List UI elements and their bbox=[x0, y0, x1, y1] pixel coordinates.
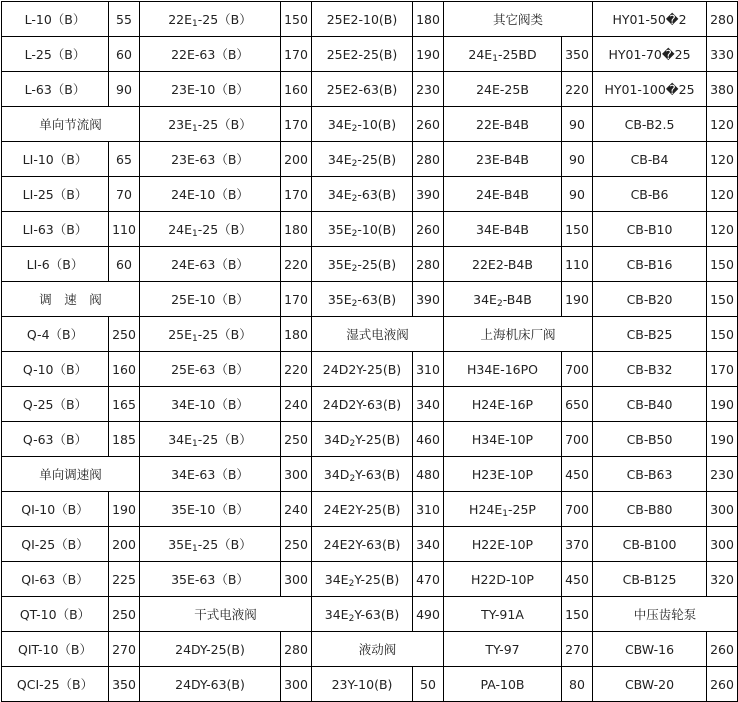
model-cell: 35E-63（B） bbox=[140, 562, 281, 597]
price-cell: 220 bbox=[281, 247, 312, 282]
category-header-cell: 干式电液阀 bbox=[140, 597, 312, 632]
price-cell: 65 bbox=[109, 142, 140, 177]
model-cell: H22D-10P bbox=[444, 562, 562, 597]
model-cell: $35E_2-10(B)$ bbox=[312, 212, 413, 247]
table-row bbox=[2, 422, 738, 457]
table-row bbox=[2, 492, 738, 527]
model-cell: $34E_2Y-63(B)$ bbox=[312, 597, 413, 632]
price-cell: 70 bbox=[109, 177, 140, 212]
price-cell: 350 bbox=[562, 37, 593, 72]
model-cell: H22E-10P bbox=[444, 527, 562, 562]
price-cell: 270 bbox=[562, 632, 593, 667]
model-cell: CB-B25 bbox=[593, 317, 707, 352]
model-cell: $35E_1-25(B)$ bbox=[140, 527, 281, 562]
price-cell: 450 bbox=[562, 562, 593, 597]
model-cell: TY-97 bbox=[444, 632, 562, 667]
table-row bbox=[2, 282, 738, 317]
price-cell: 230 bbox=[413, 72, 444, 107]
price-cell: 390 bbox=[413, 177, 444, 212]
model-cell: H34E-16PO bbox=[444, 352, 562, 387]
model-cell: LI-6（B） bbox=[2, 247, 109, 282]
price-cell: 170 bbox=[281, 37, 312, 72]
price-cell: 120 bbox=[707, 177, 738, 212]
price-cell: 150 bbox=[707, 317, 738, 352]
price-cell: 170 bbox=[281, 177, 312, 212]
price-cell: 150 bbox=[707, 247, 738, 282]
price-cell: 250 bbox=[109, 597, 140, 632]
model-cell: 24DY-25(B) bbox=[140, 632, 281, 667]
model-cell: CBW-16 bbox=[593, 632, 707, 667]
valve-price-table bbox=[1, 1, 738, 702]
price-cell: 150 bbox=[562, 597, 593, 632]
price-cell: 300 bbox=[281, 667, 312, 702]
price-cell: 480 bbox=[413, 457, 444, 492]
price-cell: 90 bbox=[109, 72, 140, 107]
model-cell: $34D_2Y-63(B)$ bbox=[312, 457, 413, 492]
price-cell: 220 bbox=[562, 72, 593, 107]
price-cell: 260 bbox=[413, 107, 444, 142]
model-cell: L-10（B） bbox=[2, 2, 109, 37]
table-row bbox=[2, 247, 738, 282]
table-row bbox=[2, 457, 738, 492]
model-cell: 22E-63（B） bbox=[140, 37, 281, 72]
model-cell: 35E-10（B） bbox=[140, 492, 281, 527]
model-cell: $H24E_1-25P$ bbox=[444, 492, 562, 527]
price-cell: 300 bbox=[707, 492, 738, 527]
model-cell: 24D2Y-63(B) bbox=[312, 387, 413, 422]
price-cell: 160 bbox=[281, 72, 312, 107]
model-cell: 34E-10（B） bbox=[140, 387, 281, 422]
category-header-cell: 中压齿轮泵 bbox=[593, 597, 738, 632]
price-cell: 450 bbox=[562, 457, 593, 492]
model-cell: Q-25（B） bbox=[2, 387, 109, 422]
table-row bbox=[2, 597, 738, 632]
model-cell: $34E_2-63(B)$ bbox=[312, 177, 413, 212]
model-cell: 34E-B4B bbox=[444, 212, 562, 247]
price-cell: 200 bbox=[281, 142, 312, 177]
model-cell: HY01-70�25 bbox=[593, 37, 707, 72]
model-cell: CB-B100 bbox=[593, 527, 707, 562]
price-cell: 700 bbox=[562, 422, 593, 457]
price-cell: 300 bbox=[281, 457, 312, 492]
model-cell: CB-B32 bbox=[593, 352, 707, 387]
price-cell: 120 bbox=[707, 142, 738, 177]
model-cell: $34E_2Y-25(B)$ bbox=[312, 562, 413, 597]
price-cell: 460 bbox=[413, 422, 444, 457]
price-cell: 180 bbox=[281, 212, 312, 247]
model-cell: CB-B10 bbox=[593, 212, 707, 247]
price-cell: 90 bbox=[562, 142, 593, 177]
price-cell: 120 bbox=[707, 107, 738, 142]
model-cell: 24D2Y-25(B) bbox=[312, 352, 413, 387]
model-cell: HY01-50�2 bbox=[593, 2, 707, 37]
price-cell: 280 bbox=[707, 2, 738, 37]
price-cell: 170 bbox=[707, 352, 738, 387]
model-cell: L-25（B） bbox=[2, 37, 109, 72]
price-cell: 220 bbox=[281, 352, 312, 387]
price-cell: 280 bbox=[413, 142, 444, 177]
model-cell: 24E-10（B） bbox=[140, 177, 281, 212]
price-cell: 260 bbox=[707, 632, 738, 667]
model-cell: 23E-B4B bbox=[444, 142, 562, 177]
price-cell: 110 bbox=[562, 247, 593, 282]
model-cell: 23Y-10(B) bbox=[312, 667, 413, 702]
model-cell: $25E_1-25(B)$ bbox=[140, 317, 281, 352]
model-cell: CBW-20 bbox=[593, 667, 707, 702]
model-cell: PA-10B bbox=[444, 667, 562, 702]
model-cell: TY-91A bbox=[444, 597, 562, 632]
price-cell: 310 bbox=[413, 492, 444, 527]
table-body bbox=[2, 2, 738, 702]
price-cell: 170 bbox=[281, 282, 312, 317]
model-cell: QT-10（B） bbox=[2, 597, 109, 632]
price-cell: 150 bbox=[707, 282, 738, 317]
model-cell: 24E2Y-63(B) bbox=[312, 527, 413, 562]
table-row bbox=[2, 387, 738, 422]
price-cell: 90 bbox=[562, 177, 593, 212]
table-row bbox=[2, 632, 738, 667]
price-cell: 185 bbox=[109, 422, 140, 457]
model-cell: $34E_2-10(B)$ bbox=[312, 107, 413, 142]
price-cell: 190 bbox=[707, 387, 738, 422]
price-cell: 350 bbox=[109, 667, 140, 702]
model-cell: Q-4（B） bbox=[2, 317, 109, 352]
category-header-cell: 湿式电液阀 bbox=[312, 317, 444, 352]
model-cell: QIT-10（B） bbox=[2, 632, 109, 667]
price-cell: 490 bbox=[413, 597, 444, 632]
price-cell: 55 bbox=[109, 2, 140, 37]
model-cell: $35E_2-25(B)$ bbox=[312, 247, 413, 282]
model-cell: $34E_2-B4B$ bbox=[444, 282, 562, 317]
model-cell: H34E-10P bbox=[444, 422, 562, 457]
model-cell: 24E2Y-25(B) bbox=[312, 492, 413, 527]
model-cell: CB-B63 bbox=[593, 457, 707, 492]
price-cell: 260 bbox=[707, 667, 738, 702]
price-cell: 120 bbox=[707, 212, 738, 247]
price-cell: 320 bbox=[707, 562, 738, 597]
model-cell: 22E2-B4B bbox=[444, 247, 562, 282]
model-cell: 25E-63（B） bbox=[140, 352, 281, 387]
price-cell: 380 bbox=[707, 72, 738, 107]
price-cell: 700 bbox=[562, 352, 593, 387]
model-cell: $34D_2Y-25(B)$ bbox=[312, 422, 413, 457]
model-cell: CB-B4 bbox=[593, 142, 707, 177]
category-header-cell: 单向节流阀 bbox=[2, 107, 140, 142]
model-cell: 34E-63（B） bbox=[140, 457, 281, 492]
model-cell: Q-10（B） bbox=[2, 352, 109, 387]
model-cell: H23E-10P bbox=[444, 457, 562, 492]
model-cell: CB-B6 bbox=[593, 177, 707, 212]
price-cell: 165 bbox=[109, 387, 140, 422]
model-cell: H24E-16P bbox=[444, 387, 562, 422]
price-cell: 370 bbox=[562, 527, 593, 562]
model-cell: 23E-63（B） bbox=[140, 142, 281, 177]
model-cell: CB-B125 bbox=[593, 562, 707, 597]
model-cell: CB-B16 bbox=[593, 247, 707, 282]
category-header-cell: 其它阀类 bbox=[444, 2, 593, 37]
price-cell: 470 bbox=[413, 562, 444, 597]
model-cell: 25E2-10(B) bbox=[312, 2, 413, 37]
model-cell: $22E_1-25(B)$ bbox=[140, 2, 281, 37]
price-cell: 340 bbox=[413, 527, 444, 562]
price-cell: 80 bbox=[562, 667, 593, 702]
price-cell: 60 bbox=[109, 37, 140, 72]
price-cell: 390 bbox=[413, 282, 444, 317]
model-cell: CB-B2.5 bbox=[593, 107, 707, 142]
price-cell: 270 bbox=[109, 632, 140, 667]
price-cell: 190 bbox=[562, 282, 593, 317]
price-cell: 180 bbox=[413, 2, 444, 37]
table-row bbox=[2, 562, 738, 597]
price-cell: 200 bbox=[109, 527, 140, 562]
price-cell: 310 bbox=[413, 352, 444, 387]
price-cell: 110 bbox=[109, 212, 140, 247]
price-cell: 180 bbox=[281, 317, 312, 352]
table-row bbox=[2, 177, 738, 212]
model-cell: CB-B80 bbox=[593, 492, 707, 527]
model-cell: $24E_1-25BD$ bbox=[444, 37, 562, 72]
price-cell: 260 bbox=[413, 212, 444, 247]
table-row bbox=[2, 212, 738, 247]
price-cell: 190 bbox=[707, 422, 738, 457]
table-row bbox=[2, 527, 738, 562]
price-cell: 150 bbox=[281, 2, 312, 37]
model-cell: $24E_1-25(B)$ bbox=[140, 212, 281, 247]
model-cell: 24DY-63(B) bbox=[140, 667, 281, 702]
price-cell: 300 bbox=[707, 527, 738, 562]
model-cell: LI-63（B） bbox=[2, 212, 109, 247]
model-cell: Q-63（B） bbox=[2, 422, 109, 457]
price-cell: 50 bbox=[413, 667, 444, 702]
category-header-cell: 调 速 阀 bbox=[2, 282, 140, 317]
price-cell: 700 bbox=[562, 492, 593, 527]
price-cell: 240 bbox=[281, 387, 312, 422]
price-cell: 160 bbox=[109, 352, 140, 387]
model-cell: 22E-B4B bbox=[444, 107, 562, 142]
price-cell: 300 bbox=[281, 562, 312, 597]
table-row bbox=[2, 2, 738, 37]
model-cell: 24E-63（B） bbox=[140, 247, 281, 282]
price-cell: 250 bbox=[281, 527, 312, 562]
model-cell: $35E_2-63(B)$ bbox=[312, 282, 413, 317]
table-row bbox=[2, 317, 738, 352]
model-cell: $34E_2-25(B)$ bbox=[312, 142, 413, 177]
model-cell: L-63（B） bbox=[2, 72, 109, 107]
model-cell: $34E_1-25(B)$ bbox=[140, 422, 281, 457]
model-cell: QI-63（B） bbox=[2, 562, 109, 597]
price-cell: 170 bbox=[281, 107, 312, 142]
model-cell: 25E2-25(B) bbox=[312, 37, 413, 72]
price-cell: 330 bbox=[707, 37, 738, 72]
model-cell: 25E-10（B） bbox=[140, 282, 281, 317]
model-cell: CB-B20 bbox=[593, 282, 707, 317]
price-cell: 225 bbox=[109, 562, 140, 597]
table-row bbox=[2, 352, 738, 387]
price-cell: 190 bbox=[413, 37, 444, 72]
price-cell: 650 bbox=[562, 387, 593, 422]
model-cell: HY01-100�25 bbox=[593, 72, 707, 107]
model-cell: LI-10（B） bbox=[2, 142, 109, 177]
price-cell: 60 bbox=[109, 247, 140, 282]
price-cell: 230 bbox=[707, 457, 738, 492]
price-cell: 280 bbox=[281, 632, 312, 667]
model-cell: CB-B40 bbox=[593, 387, 707, 422]
price-cell: 190 bbox=[109, 492, 140, 527]
model-cell: 25E2-63(B) bbox=[312, 72, 413, 107]
price-cell: 250 bbox=[109, 317, 140, 352]
model-cell: QI-10（B） bbox=[2, 492, 109, 527]
price-cell: 90 bbox=[562, 107, 593, 142]
model-cell: 24E-B4B bbox=[444, 177, 562, 212]
table-row bbox=[2, 667, 738, 702]
price-cell: 240 bbox=[281, 492, 312, 527]
category-header-cell: 单向调速阀 bbox=[2, 457, 140, 492]
model-cell: LI-25（B） bbox=[2, 177, 109, 212]
model-cell: 24E-25B bbox=[444, 72, 562, 107]
model-cell: $23E_1-25(B)$ bbox=[140, 107, 281, 142]
price-cell: 340 bbox=[413, 387, 444, 422]
price-cell: 150 bbox=[562, 212, 593, 247]
price-cell: 280 bbox=[413, 247, 444, 282]
table-row bbox=[2, 72, 738, 107]
model-cell: QCI-25（B） bbox=[2, 667, 109, 702]
price-cell: 250 bbox=[281, 422, 312, 457]
model-cell: CB-B50 bbox=[593, 422, 707, 457]
model-cell: QI-25（B） bbox=[2, 527, 109, 562]
table-row bbox=[2, 37, 738, 72]
model-cell: 23E-10（B） bbox=[140, 72, 281, 107]
category-header-cell: 上海机床厂阀 bbox=[444, 317, 593, 352]
category-header-cell: 液动阀 bbox=[312, 632, 444, 667]
table-row bbox=[2, 142, 738, 177]
table-row bbox=[2, 107, 738, 142]
